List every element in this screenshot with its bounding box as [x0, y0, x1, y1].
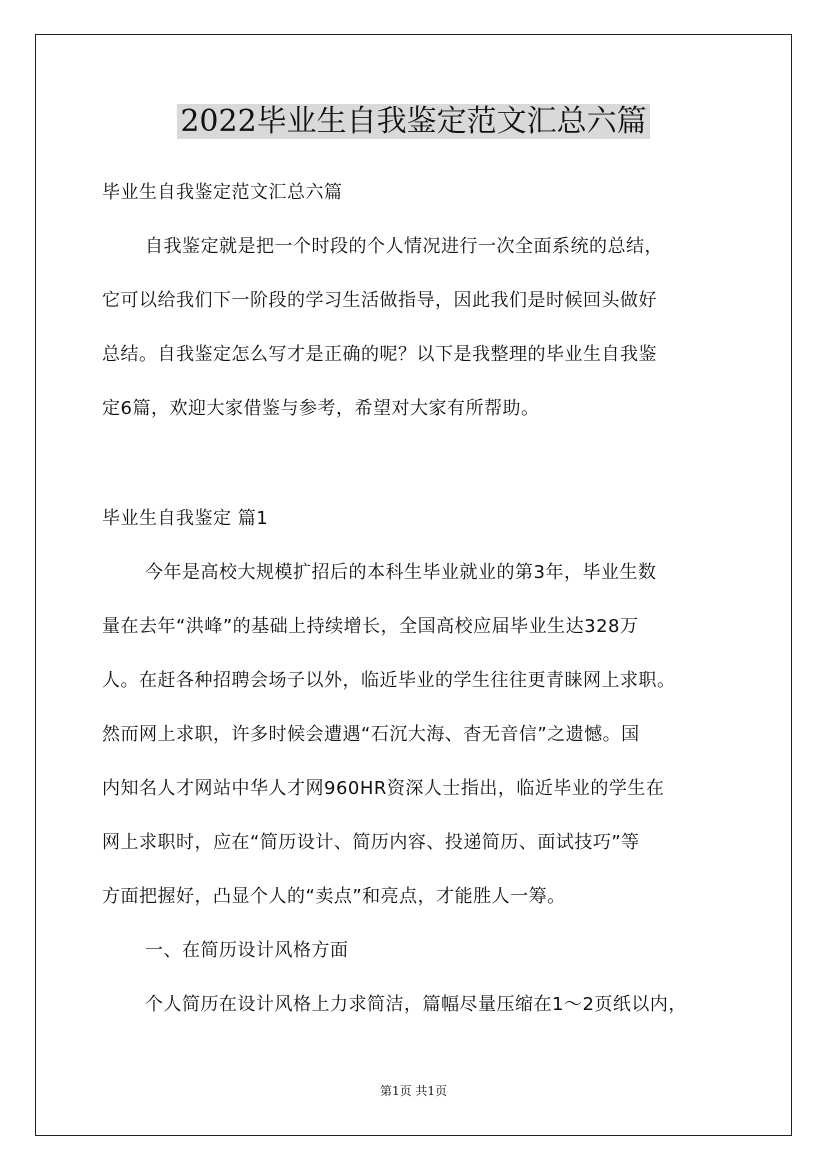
- body-line: 量在去年“洪峰”的基础上持续增长，全国高校应届毕业生达328万: [102, 616, 639, 637]
- intro-line: 总结。自我鉴定怎么写才是正确的呢？以下是我整理的毕业生自我鉴: [102, 344, 657, 365]
- subheading: 一、在简历设计风格方面: [145, 940, 349, 961]
- intro-line: 它可以给我们下一阶段的学习生活做指导，因此我们是时候回头做好: [102, 290, 657, 311]
- document-title: [0, 102, 827, 142]
- body-line: 网上求职时，应在“简历设计、简历内容、投递简历、面试技巧”等: [102, 832, 640, 853]
- subtitle: 毕业生自我鉴定范文汇总六篇: [102, 182, 343, 203]
- body-line: 今年是高校大规模扩招后的本科生毕业就业的第3年，毕业生数: [145, 562, 657, 583]
- intro-line: 自我鉴定就是把一个时段的个人情况进行一次全面系统的总结，: [145, 236, 663, 257]
- body-line: 人。在赶各种招聘会场子以外，临近毕业的学生往往更青睐网上求职。: [102, 670, 676, 691]
- body-line: 方面把握好，凸显个人的“卖点”和亮点，才能胜人一筹。: [102, 886, 566, 907]
- intro-line: 定6篇，欢迎大家借鉴与参考，希望对大家有所帮助。: [102, 398, 540, 419]
- section-heading: 毕业生自我鉴定 篇1: [102, 508, 269, 529]
- body-line: 然而网上求职，许多时候会遭遇“石沉大海、杳无音信”之遗憾。国: [102, 724, 640, 745]
- page-footer: 第1页 共1页: [379, 1084, 448, 1098]
- body-line: 个人简历在设计风格上力求简洁，篇幅尽量压缩在1～2页纸以内，: [145, 994, 687, 1015]
- body-line: 内知名人才网站中华人才网960HR资深人士指出，临近毕业的学生在: [102, 778, 665, 799]
- title-text: 2022毕业生自我鉴定范文汇总六篇: [177, 104, 649, 139]
